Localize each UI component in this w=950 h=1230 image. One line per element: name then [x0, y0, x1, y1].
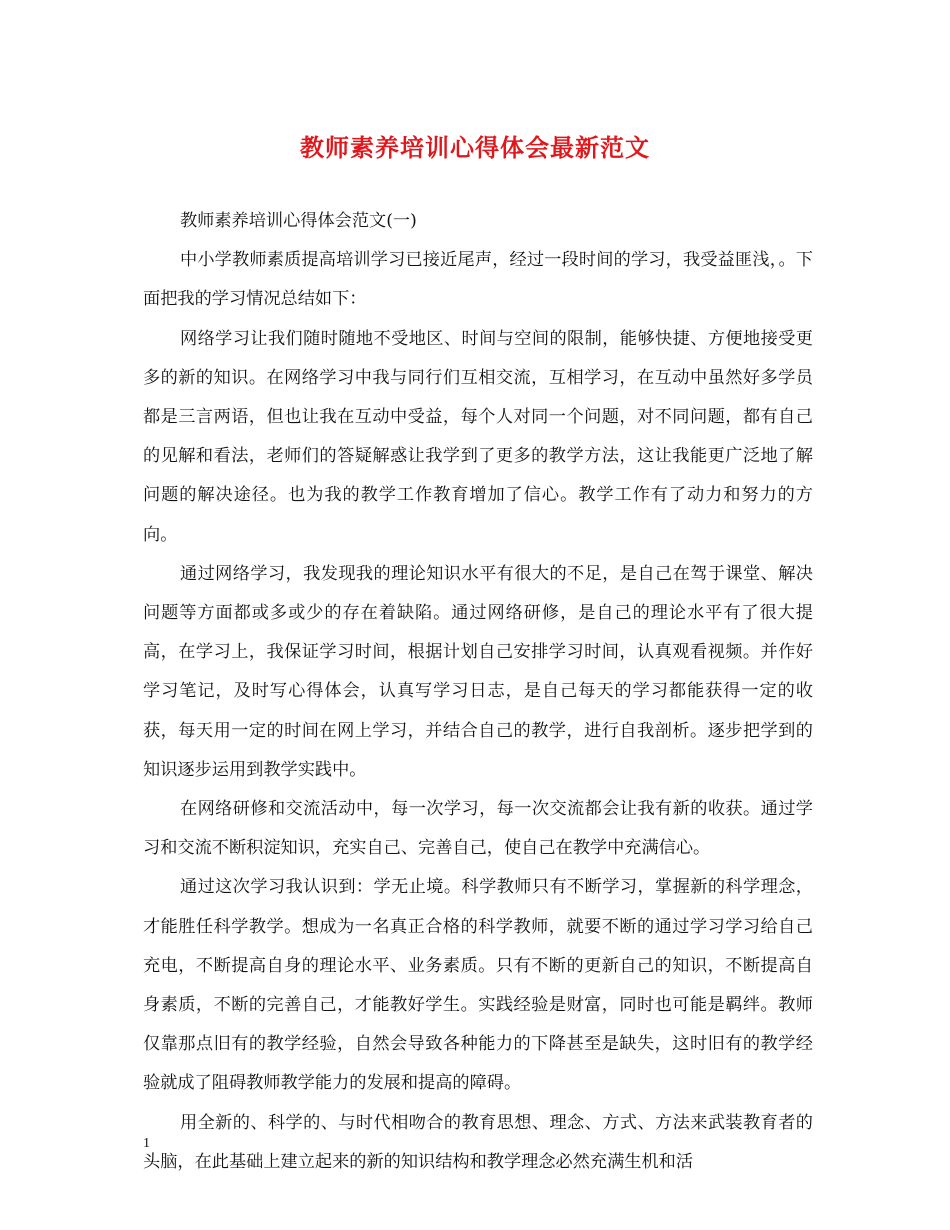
paragraph: 通过这次学习我认识到：学无止境。科学教师只有不断学习，掌握新的科学理念，才能胜任科学教学。想成为一名真正合格的科学教师，就要不断的通过学习学习给自己充电，不断提高自身的理论水平、业务素质。只有不断的更新自己的知识，不断提高自身素质，不断的完善自己，才能教好学生。实践经验是财富，同时也可能是羁绊。教师仅靠那点旧有的教学经验，自然会导致各种能力的下降甚至是缺失，这时旧有的教学经验就成了阻碍教师教学能力的发展和提高的障碍。: [143, 877, 813, 1094]
paragraph: 在网络研修和交流活动中，每一次学习，每一次交流都会让我有新的收获。通过学习和交流不断积淀知识，充实自己、完善自己，使自己在教学中充满信心。: [143, 799, 813, 859]
paragraph-heading: 教师素养培训心得体会范文(一): [179, 211, 417, 231]
page-number: 1: [143, 1136, 150, 1151]
paragraph: 网络学习让我们随时随地不受地区、时间与空间的限制，能够快捷、方便地接受更多的新的知识。在网络学习中我与同行们互相交流，互相学习，在互动中虽然好多学员都是三言两语，但也让我在互动中受益，每个人对同一个问题，对不同问题，都有自己的见解和看法，老师们的答疑解惑让我学到了更多的教学方法，这让我能更广泛地了解问题的解决途径。也为我的教学工作教育增加了信心。教学工作有了动力和努力的方向。: [143, 328, 813, 545]
paragraph: 通过网络学习，我发现我的理论知识水平有很大的不足，是自己在驾于课堂、解决问题等方面都或多或少的存在着缺陷。通过网络研修，是自己的理论水平有了很大提高，在学习上，我保证学习时间，根据计划自己安排学习时间，认真观看视频。并作好学习笔记，及时写心得体会，认真写学习日志，是自己每天的学习都能获得一定的收获，每天用一定的时间在网上学习，并结合自己的教学，进行自我剖析。逐步把学到的知识逐步运用到教学实践中。: [143, 563, 813, 780]
document-body: [143, 202, 813, 1182]
document-title: 教师素养培训心得体会最新范文: [300, 133, 650, 162]
paragraph: 用全新的、科学的、与时代相吻合的教育思想、理念、方式、方法来武装教育者的头脑，在此基础上建立起来的新的知识结构和教学理念必然充满生机和活: [143, 1112, 813, 1172]
paragraph: 中小学教师素质提高培训学习已接近尾声，经过一段时间的学习，我受益匪浅，。下面把我的学习情况总结如下：: [143, 250, 813, 310]
